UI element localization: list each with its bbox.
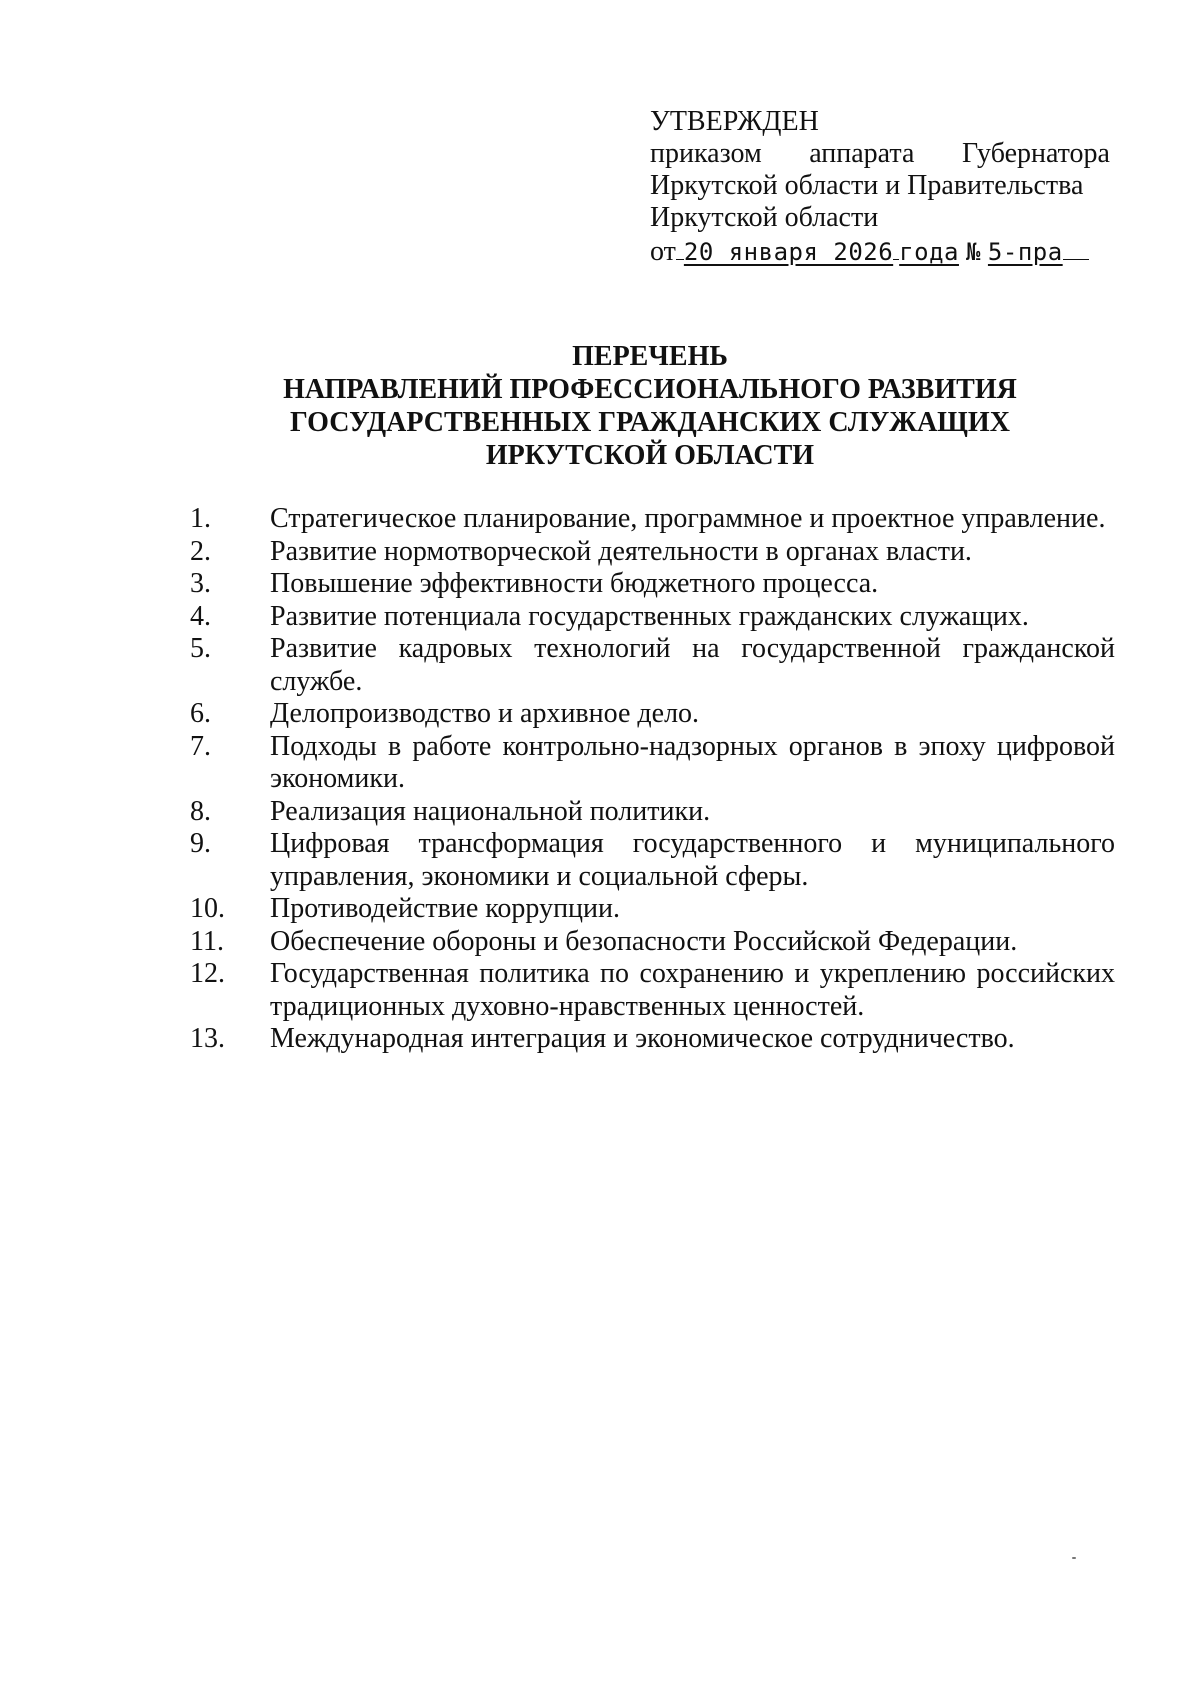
- scan-speck: [1072, 1557, 1076, 1559]
- item-text: Повышение эффективности бюджетного процесса.: [270, 568, 879, 599]
- item-number: 10.: [190, 893, 225, 924]
- directions-list: [190, 503, 1115, 1056]
- list-item: [190, 958, 1115, 1023]
- list-item: [190, 926, 1115, 959]
- title-line-4: ИРКУТСКОЙ ОБЛАСТИ: [485, 440, 815, 471]
- list-item: [190, 601, 1115, 634]
- approval-line-1: [650, 138, 1110, 170]
- item-text: Развитие кадровых технологий на государственной гражданской службе.: [270, 633, 1115, 697]
- list-item: [190, 503, 1115, 536]
- list-item: [190, 893, 1115, 926]
- number-underline-gap: [1063, 259, 1089, 260]
- document-title: [150, 340, 1150, 472]
- item-number: 6.: [190, 698, 211, 729]
- item-text: Обеспечение обороны и безопасности Российской Федерации.: [270, 925, 1018, 957]
- list-item: [190, 731, 1115, 796]
- title-line-1: ПЕРЕЧЕНЬ: [572, 341, 728, 372]
- approval-number: 5-пра: [987, 238, 1063, 266]
- title-line-3: ГОСУДАРСТВЕННЫХ ГРАЖДАНСКИХ СЛУЖАЩИХ: [290, 407, 1010, 438]
- item-number: 4.: [190, 600, 211, 632]
- item-text: Противодействие коррупции.: [270, 893, 620, 924]
- item-number: 12.: [190, 958, 225, 989]
- date-prefix: от: [650, 236, 676, 267]
- item-number: 13.: [190, 1023, 225, 1054]
- date-underline-gap: [676, 259, 684, 260]
- item-number: 9.: [190, 828, 211, 859]
- item-number: 5.: [190, 633, 211, 664]
- approval-heading: УТВЕРЖДЕН: [650, 106, 819, 137]
- title-line-2: НАПРАВЛЕНИЙ ПРОФЕССИОНАЛЬНОГО РАЗВИТИЯ: [283, 374, 1017, 405]
- approval-line-3: Иркутской области: [650, 202, 879, 233]
- item-text: Развитие потенциала государственных гражданских служащих.: [270, 600, 1029, 632]
- list-item: [190, 698, 1115, 731]
- number-sign: №: [965, 238, 981, 266]
- approval-word-3: Губернатора: [961, 138, 1110, 169]
- item-number: 8.: [190, 795, 211, 827]
- list-item: [190, 828, 1115, 893]
- item-text: Цифровая трансформация государственного и муниципального управления, экономики и социальной сферы.: [270, 828, 1115, 892]
- item-number: 1.: [190, 503, 211, 534]
- approval-word-2: аппарата: [809, 138, 915, 169]
- approval-date: 20 января 2026: [683, 238, 894, 266]
- item-number: 2.: [190, 535, 211, 567]
- item-text: Международная интеграция и экономическое сотрудничество.: [270, 1023, 1015, 1054]
- approval-year-word: года: [899, 238, 959, 266]
- list-item: [190, 633, 1115, 698]
- item-number: 11.: [190, 925, 224, 957]
- item-text: Развитие нормотворческой деятельности в органах власти.: [270, 535, 972, 567]
- approval-line-2: Иркутской области и Правительства: [650, 170, 1084, 201]
- list-item: [190, 1023, 1115, 1056]
- item-number: 3.: [190, 568, 211, 599]
- approval-word-1: приказом: [650, 138, 762, 169]
- item-number: 7.: [190, 730, 211, 762]
- item-text: Подходы в работе контрольно-надзорных органов в эпоху цифровой экономики.: [270, 730, 1115, 794]
- list-item: [190, 796, 1115, 829]
- item-text: Стратегическое планирование, программное и проектное управление.: [270, 503, 1106, 534]
- list-item: [190, 536, 1115, 569]
- approval-date-line: [650, 236, 1110, 268]
- list-item: [190, 568, 1115, 601]
- approval-block: [650, 106, 1110, 268]
- item-text: Государственная политика по сохранению и укреплению российских традиционных духовно-нравственных ценностей.: [270, 958, 1115, 1022]
- item-text: Реализация национальной политики.: [270, 795, 711, 827]
- item-text: Делопроизводство и архивное дело.: [270, 698, 700, 729]
